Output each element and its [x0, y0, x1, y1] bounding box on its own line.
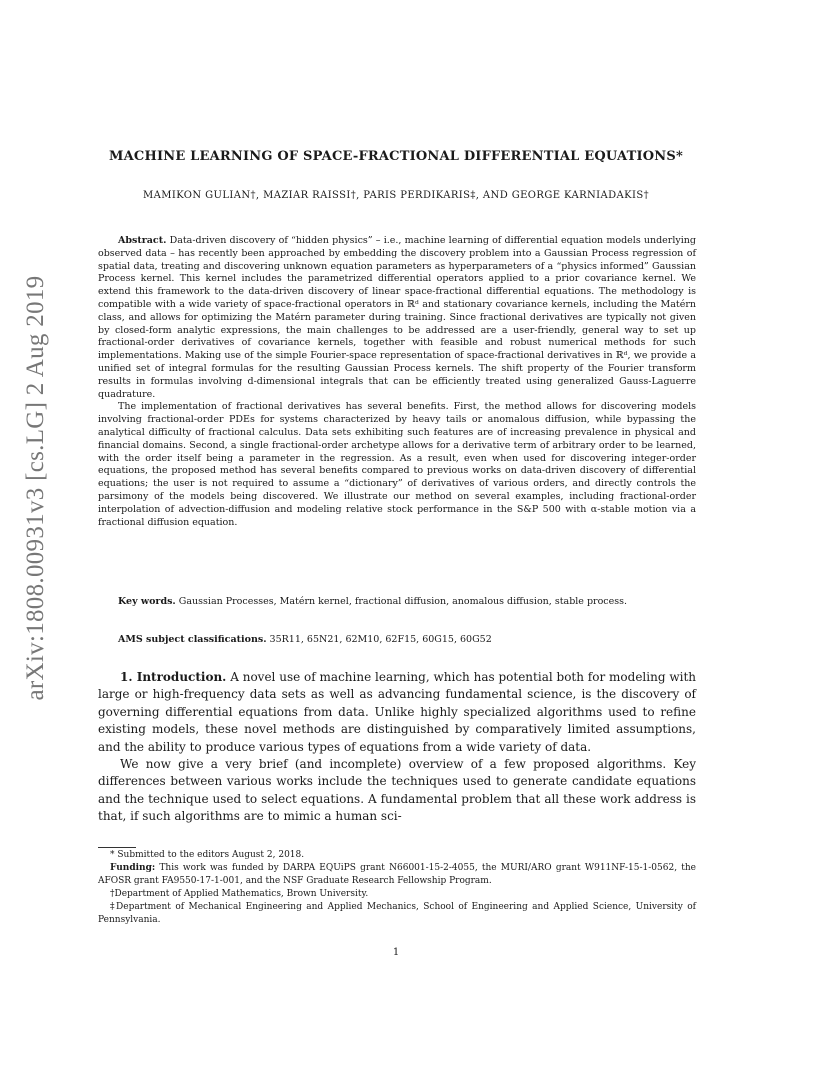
introduction-section [98, 669, 696, 826]
keywords-text: Gaussian Processes, Matérn kernel, fractional diffusion, anomalous diffusion, stable process. [178, 596, 628, 607]
abstract-paragraph-2: The implementation of fractional derivatives has several benefits. First, the method allows for discovering models involving fractional-order PDEs for systems characterized by heavy tails or anomalous diffusion, while bypassing the analytical difficulty of fractional calculus. Data sets exhibiting such features are of increasing prevalence in physical and financial domains. Second, a single fractional-order archetype allows for a derivative term of arbitrary order to be learned, with the order itself being a parameter in the regression. As a result, even when used for discovering integer-order equations, the proposed method has several benefits compared to previous works on data-driven discovery of differential equations; the user is not required to assume a “dictionary” of derivatives of various orders, and directly controls the parsimony of the models being discovered. We illustrate our method on several examples, including fractional-order interpolation of advection-diffusion and modeling relative stock performance in the S&P 500 with α-stable motion via a fractional diffusion equation. [98, 401, 696, 528]
arxiv-stamp [0, 0, 60, 1072]
arxiv-stamp-text: arXiv:1808.00931v3 [cs.LG] 2 Aug 2019 [22, 275, 49, 701]
intro-paragraph-1 [98, 669, 696, 756]
intro-text-1: A novel use of machine learning, which has potential both for modeling with large or high-frequency data sets as well as advancing fundamental science, is the discovery of governing differential equations from data. Unlike highly specialized algorithms used to refine existing models, these novel methods are distinguished by comparatively limited assumptions, and the ability to produce various types of equations from a wide variety of data. [98, 670, 697, 754]
footnote-funding [98, 862, 696, 888]
funding-label: Funding: [110, 863, 156, 873]
abstract [98, 235, 696, 529]
page-number: 1 [392, 947, 400, 958]
author-list: MAMIKON GULIAN†, MAZIAR RAISSI†, PARIS PERDIKARIS‡, AND GEORGE KARNIADAKIS† [142, 190, 650, 201]
paper-title: MACHINE LEARNING OF SPACE-FRACTIONAL DIFFERENTIAL EQUATIONS* [109, 149, 683, 164]
ams-label: AMS subject classifications. [118, 634, 267, 645]
footnote-affiliation-brown: †Department of Applied Mathematics, Brown University. [110, 889, 369, 899]
abstract-text-1: Data-driven discovery of “hidden physics” – i.e., machine learning of differential equation models underlying observed data – has recently been approached by embedding the discovery problem into a Gaussian Process regression of spatial data, treating and discovering unknown equation parameters as hyperparameters of a “physics informed” Gaussian Process kernel. This kernel includes the parametrized differential operators applied to a prior covariance kernel. We extend this framework to the data-driven discovery of linear space-fractional differential equations. The methodology is compatible with a wide variety of space-fractional operators in ℝᵈ and stationary covariance kernels, including the Matérn class, and allows for optimizing the Matérn parameter during training. Since fractional derivatives are typically not given by closed-form analytic expressions, the main challenges to be addressed are a user-friendly, general way to set up fractional-order derivatives of covariance kernels, together with feasible and robust numerical methods for such implementations. Making use of the simple Fourier-space representation of space-fractional derivatives in ℝᵈ, we provide a unified set of integral formulas for the resulting Gaussian Process kernels. The shift property of the Fourier transform results in formulas involving d-dimensional integrals that can be efficiently treated using generalized Gauss-Laguerre quadrature. [98, 235, 696, 400]
ams-classifications [98, 634, 696, 647]
ams-paragraph [98, 634, 696, 647]
keywords [98, 596, 696, 609]
abstract-paragraph-1 [98, 235, 696, 401]
abstract-label: Abstract. [118, 235, 167, 246]
footnote-affiliation-upenn: ‡Department of Mechanical Engineering and Applied Mechanics, School of Engineering and Applied Science, University of Pennsylvania. [98, 902, 696, 925]
funding-text: This work was funded by DARPA EQUiPS grant N66001-15-2-4055, the MURI/ARO grant W911NF-15-1-0562, the AFOSR grant FA9550-17-1-001, and the NSF Graduate Research Fellowship Program. [98, 863, 696, 886]
ams-text: 35R11, 65N21, 62M10, 62F15, 60G15, 60G52 [269, 634, 492, 645]
keywords-label: Key words. [118, 596, 176, 607]
footnote-submitted: * Submitted to the editors August 2, 2018. [110, 850, 305, 860]
footnote-rule [98, 847, 136, 848]
footnotes [98, 849, 696, 927]
section-heading: 1. Introduction. [120, 670, 227, 684]
keywords-paragraph [98, 596, 696, 609]
intro-paragraph-2: We now give a very brief (and incomplete) overview of a few proposed algorithms. Key differences between various works include the techniques used to generate candidate equations and the technique used to select equations. A fundamental problem that all these work address is that, if such algorithms are to mimic a human sci- [98, 757, 696, 824]
